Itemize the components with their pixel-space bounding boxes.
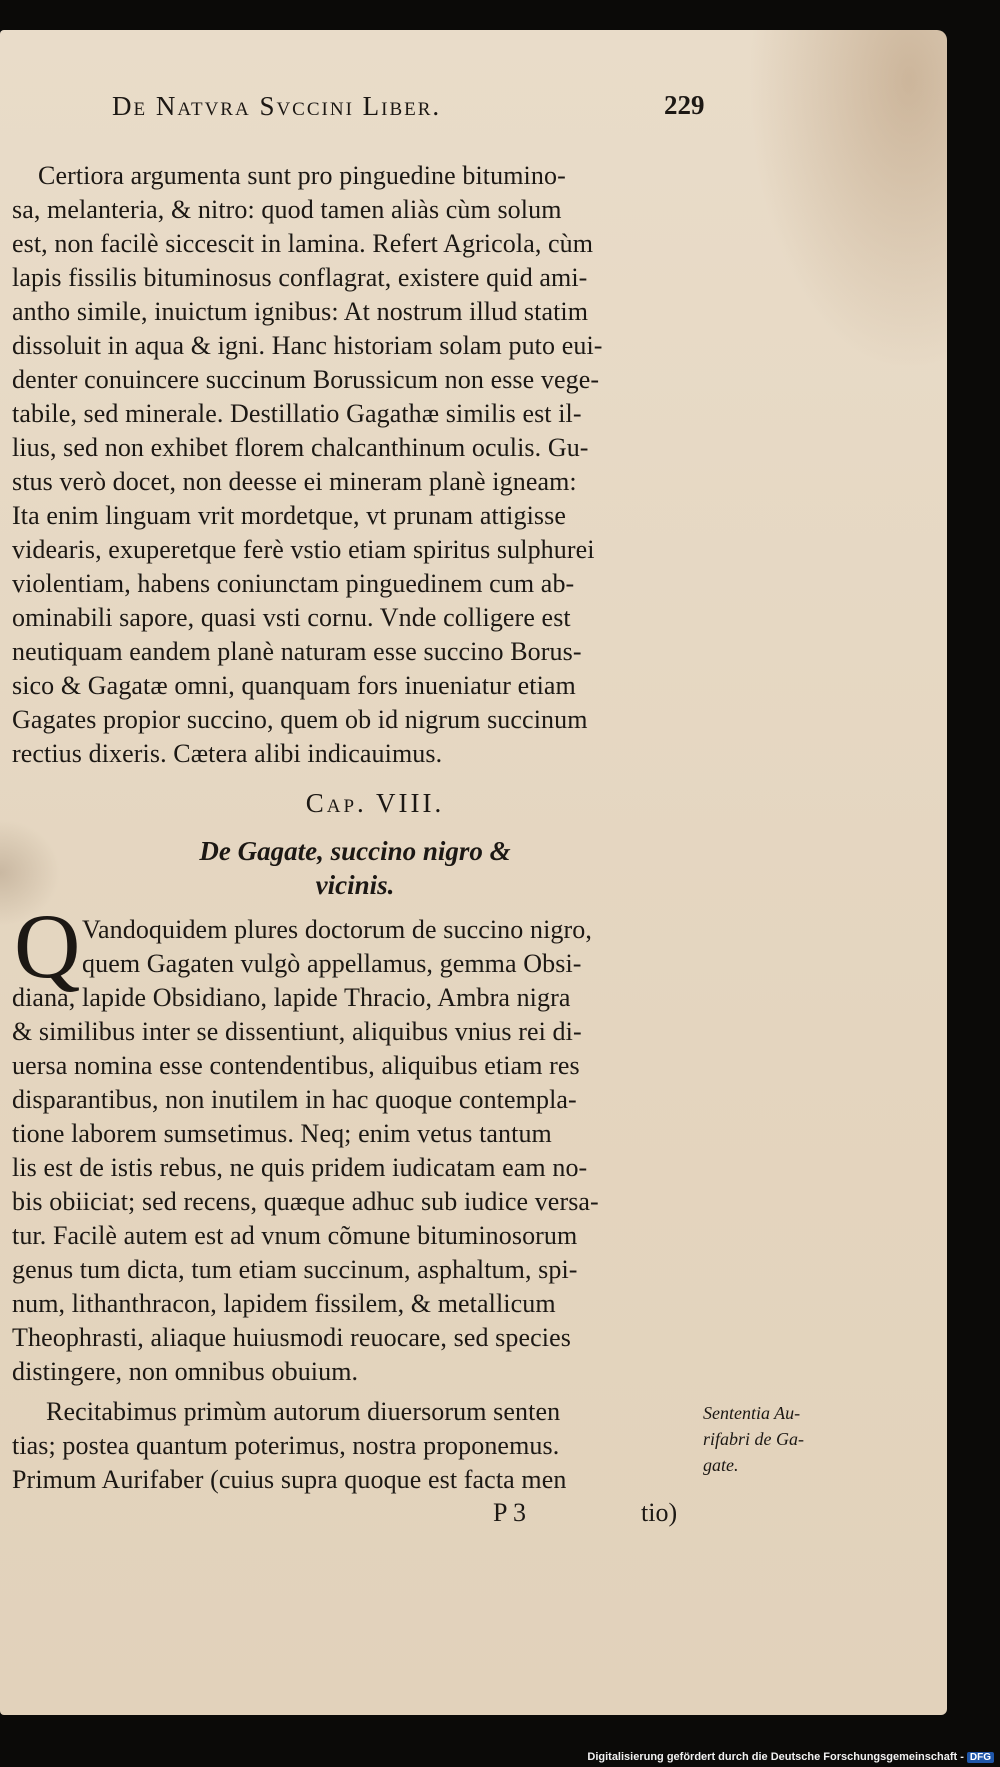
text-line: genus tum dicta, tum etiam succinum, asphaltum, spi- [12, 1255, 578, 1284]
text-line: est, non facilè siccescit in lamina. Refert Agricola, cùm [12, 229, 594, 258]
text-line: Certiora argumenta sunt pro pinguedine bitumino- [38, 161, 566, 190]
chapter-heading: Cap. VIII. [305, 788, 445, 818]
signature-mark: P 3 [493, 1498, 526, 1527]
text-line: denter conuincere succinum Borussicum non esse vege- [12, 365, 600, 394]
text-line: & similibus inter se dissentiunt, aliquibus vnius rei di- [12, 1017, 582, 1046]
chapter-title-line: De Gagate, succino nigro & [199, 836, 511, 866]
digitization-credit [587, 1751, 994, 1763]
text-line: sa, melanteria, & nitro: quod tamen aliàs cùm solum [12, 195, 562, 224]
text-line: Recitabimus primùm autorum diuersorum senten [46, 1397, 561, 1426]
text-line: stus verò docet, non deesse ei mineram planè igneam: [12, 467, 577, 496]
text-line: sico & Gagatæ omni, quanquam fors inueniatur etiam [12, 671, 576, 700]
text-line: disparantibus, non inutilem in hac quoque contempla- [12, 1085, 577, 1114]
text-line: num, lithanthracon, lapidem fissilem, & metallicum [12, 1289, 556, 1318]
text-line: uersa nomina esse contendentibus, aliquibus etiam res [12, 1051, 580, 1080]
page-body [0, 30, 947, 1715]
text-line: Ita enim linguam vrit mordetque, vt prunam attigisse [12, 501, 566, 530]
text-line: quem Gagaten vulgò appellamus, gemma Obsi- [82, 949, 582, 978]
text-line: violentiam, habens coniunctam pinguedinem cum ab- [12, 569, 575, 598]
text-line: antho simile, inuictum ignibus: At nostrum illud statim [12, 297, 589, 326]
text-line: Primum Aurifaber (cuius supra quoque est facta men [12, 1465, 567, 1494]
credit-text: Digitalisierung gefördert durch die Deutsche Forschungsgemeinschaft - [587, 1751, 964, 1763]
dfg-logo: DFG [967, 1752, 994, 1763]
text-line: dissoluit in aqua & igni. Hanc historiam solam puto eui- [12, 331, 603, 360]
text-line: tur. Facilè autem est ad vnum cõmune bituminosorum [12, 1221, 578, 1250]
text-line: ominabili sapore, quasi vsti cornu. Vnde colligere est [12, 603, 571, 632]
text-line: tabile, sed minerale. Destillatio Gagathæ similis est il- [12, 399, 582, 428]
text-line: lius, sed non exhibet florem chalcanthinum oculis. Gu- [12, 433, 589, 462]
margin-note-line: Sententia Au- [703, 1403, 801, 1423]
text-line: neutiquam eandem planè naturam esse succino Borus- [12, 637, 582, 666]
chapter-title-line: vicinis. [315, 870, 395, 900]
text-line: bis obiiciat; sed recens, quæque adhuc sub iudice versa- [12, 1187, 599, 1216]
margin-note-line: gate. [703, 1455, 739, 1475]
book-page [0, 30, 947, 1715]
margin-note-line: rifabri de Ga- [703, 1429, 804, 1449]
text-line: videaris, exuperetque ferè vstio etiam spiritus sulphurei [12, 535, 595, 564]
drop-cap: Q [14, 895, 81, 997]
text-line: lapis fissilis bituminosus conflagrat, existere quid ami- [12, 263, 588, 292]
text-line: rectius dixeris. Cætera alibi indicauimus. [12, 739, 443, 768]
text-line: lis est de istis rebus, ne quis pridem iudicatam eam no- [12, 1153, 588, 1182]
running-head: De Natvra Svccini Liber. [112, 91, 442, 121]
text-line: distingere, non omnibus obuium. [12, 1357, 359, 1386]
text-line: Theophrasti, aliaque huiusmodi reuocare, sed species [12, 1323, 571, 1352]
text-line: tias; postea quantum poterimus, nostra proponemus. [12, 1431, 560, 1460]
text-line: diana, lapide Obsidiano, lapide Thracio, Ambra nigra [12, 983, 571, 1012]
text-line: tione laborem sumsetimus. Neq; enim vetus tantum [12, 1119, 552, 1148]
catchword: tio) [641, 1498, 678, 1527]
text-line: Vandoquidem plures doctorum de succino nigro, [82, 915, 592, 944]
text-line: Gagates propior succino, quem ob id nigrum succinum [12, 705, 588, 734]
page-number: 229 [664, 90, 705, 120]
